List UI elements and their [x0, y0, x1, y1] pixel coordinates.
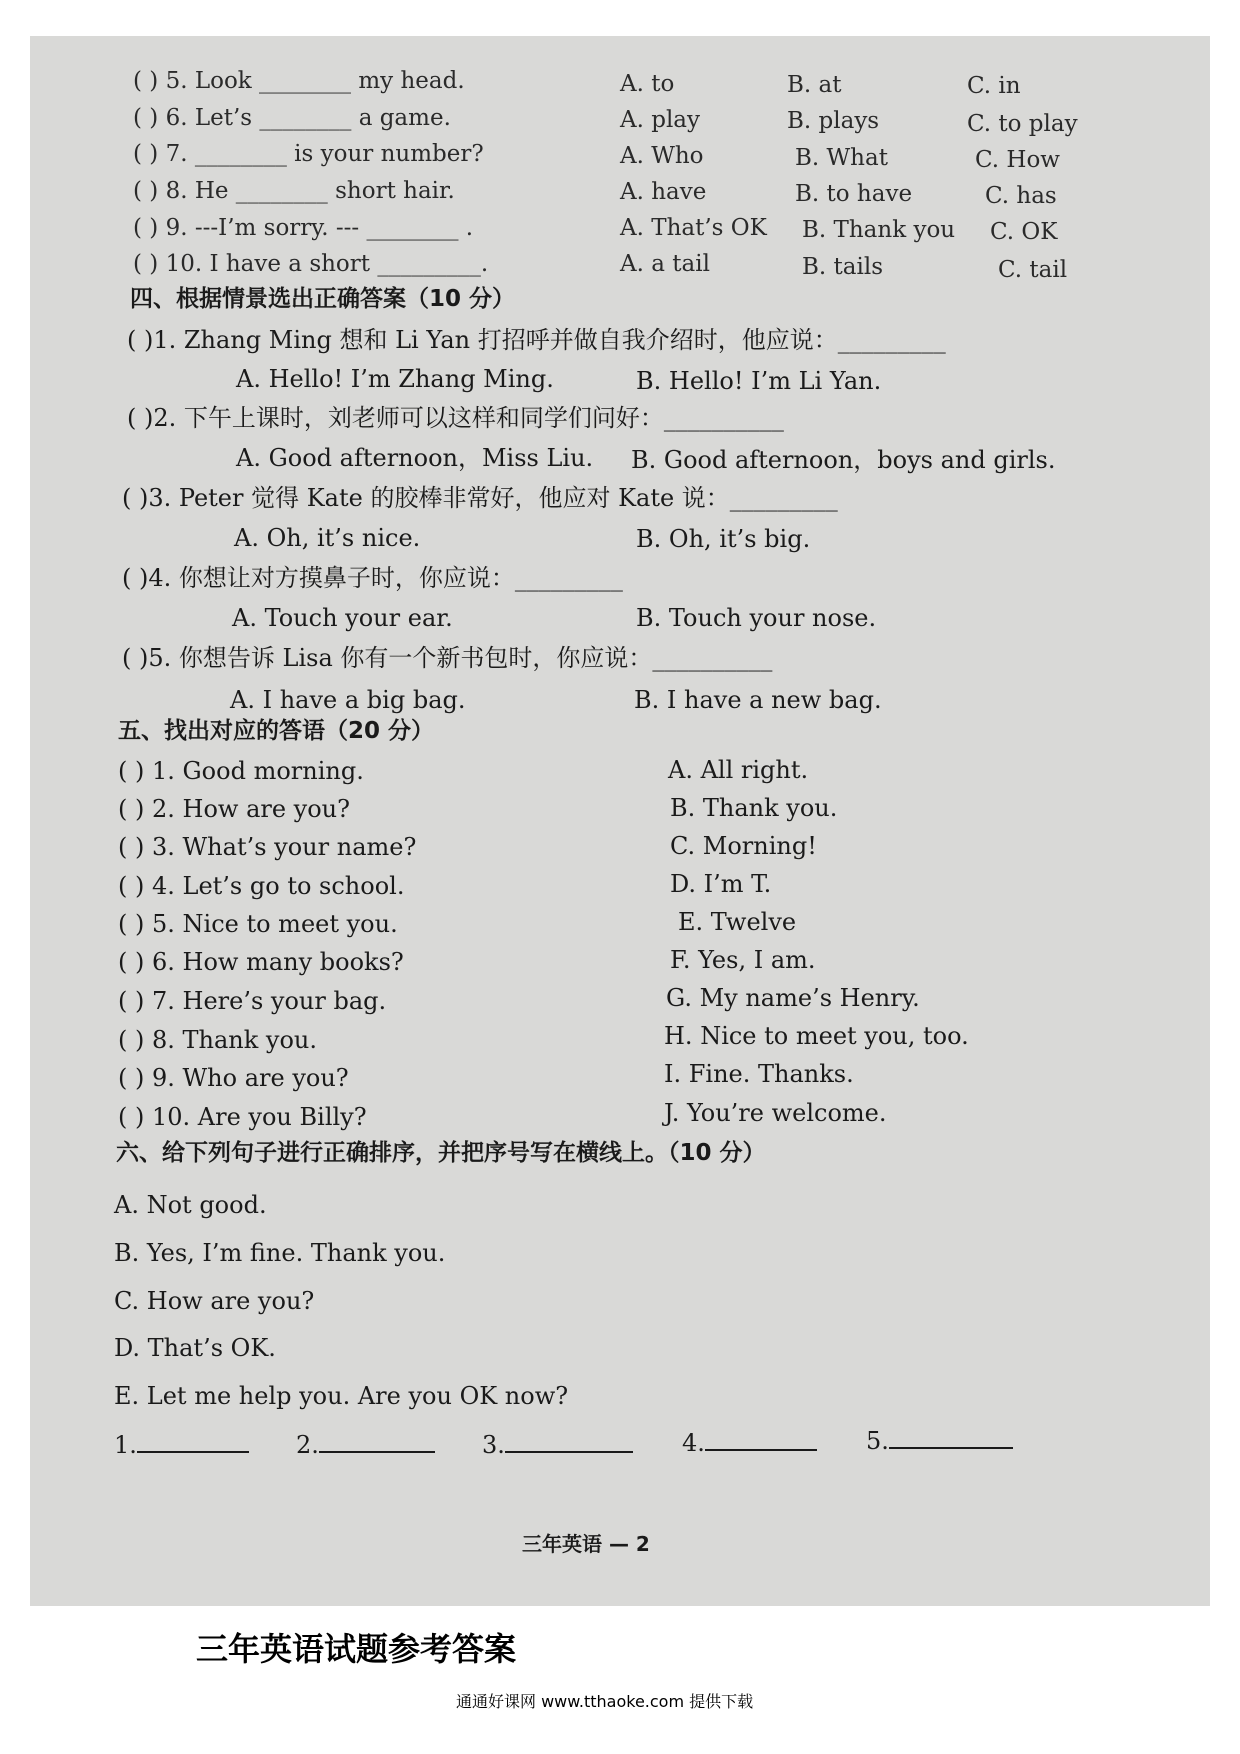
match-answer: D. I’m T. — [670, 870, 772, 898]
ordering-blank-4 — [682, 1429, 817, 1455]
mc-option-c: C. has — [985, 183, 1057, 209]
answer-line — [137, 1431, 249, 1453]
mc-option-a: A. a tail — [620, 251, 710, 277]
match-answer: F. Yes, I am. — [670, 946, 816, 974]
match-answer: I. Fine. Thanks. — [664, 1060, 854, 1088]
situation-option-a: A. Hello! I’m Zhang Ming. — [236, 365, 554, 393]
situation-question-2: ( )2. 下午上课时，刘老师可以这样和同学们问好：__________ — [127, 404, 784, 432]
match-question: ( ) 4. Let’s go to school. — [118, 872, 405, 900]
mc-option-b: B. tails — [802, 254, 883, 280]
match-question: ( ) 8. Thank you. — [118, 1026, 318, 1054]
ordering-sentence: C. How are you? — [114, 1287, 315, 1315]
ordering-blank-2 — [296, 1431, 435, 1457]
mc-option-c: C. to play — [967, 111, 1078, 137]
match-answer: H. Nice to meet you, too. — [664, 1022, 969, 1050]
section-4-title: 四、根据情景选出正确答案（10 分） — [130, 286, 516, 312]
situation-option-b: B. I have a new bag. — [634, 686, 882, 714]
situation-question-4: ( )4. 你想让对方摸鼻子时，你应说：_________ — [122, 564, 623, 592]
mc-option-a: A. have — [620, 179, 707, 205]
mc-option-a: A. That’s OK — [620, 215, 767, 241]
ordering-sentence: E. Let me help you. Are you OK now? — [114, 1382, 569, 1410]
match-question: ( ) 2. How are you? — [118, 795, 351, 823]
blank-number: 4. — [682, 1429, 705, 1457]
match-answer: A. All right. — [668, 756, 809, 784]
match-question: ( ) 5. Nice to meet you. — [118, 910, 398, 938]
blank-number: 1. — [114, 1431, 137, 1459]
mc-option-b: B. What — [795, 145, 888, 171]
page-footer: 三年英语 — 2 — [522, 1532, 650, 1556]
match-answer: G. My name’s Henry. — [666, 984, 920, 1012]
mc-option-c: C. tail — [998, 257, 1068, 283]
mc-option-b: B. Thank you — [802, 217, 956, 243]
match-answer: J. You’re welcome. — [664, 1099, 887, 1127]
blank-number: 5. — [866, 1427, 889, 1455]
answers-title: 三年英语试题参考答案 — [196, 1630, 517, 1668]
match-question: ( ) 6. How many books? — [118, 948, 404, 976]
mc-option-a: A. to — [620, 71, 675, 97]
ordering-blank-5 — [866, 1427, 1013, 1453]
situation-option-b: B. Good afternoon，boys and girls. — [631, 446, 1056, 474]
mc-question-6: ( ) 6. Let’s ________ a game. — [133, 105, 451, 131]
answer-line — [705, 1429, 817, 1451]
mc-option-b: B. plays — [787, 108, 880, 134]
mc-question-10: ( ) 10. I have a short _________. — [133, 251, 489, 277]
answer-line — [889, 1427, 1013, 1449]
ordering-blank-3 — [482, 1431, 633, 1457]
ordering-sentence: A. Not good. — [114, 1191, 267, 1219]
ordering-sentence: D. That’s OK. — [114, 1334, 276, 1362]
situation-question-3: ( )3. Peter 觉得 Kate 的胶棒非常好，他应对 Kate 说：_________ — [122, 484, 838, 512]
blank-number: 2. — [296, 1431, 319, 1459]
mc-option-a: A. Who — [620, 143, 704, 169]
match-question: ( ) 10. Are you Billy? — [118, 1103, 367, 1131]
ordering-sentence: B. Yes, I’m fine. Thank you. — [114, 1239, 446, 1267]
situation-option-a: A. Good afternoon，Miss Liu. — [236, 444, 594, 472]
match-question: ( ) 9. Who are you? — [118, 1064, 349, 1092]
mc-question-5: ( ) 5. Look ________ my head. — [133, 68, 465, 94]
situation-option-b: B. Touch your nose. — [636, 604, 877, 632]
mc-question-8: ( ) 8. He ________ short hair. — [133, 178, 455, 204]
situation-option-a: A. Touch your ear. — [232, 604, 453, 632]
mc-option-c: C. How — [975, 147, 1060, 173]
mc-option-b: B. to have — [795, 181, 913, 207]
match-answer: E. Twelve — [678, 908, 797, 936]
situation-option-a: A. Oh, it’s nice. — [234, 524, 421, 552]
answer-line — [505, 1431, 633, 1453]
match-question: ( ) 7. Here’s your bag. — [118, 987, 387, 1015]
situation-question-5: ( )5. 你想告诉 Lisa 你有一个新书包时，你应说：__________ — [122, 644, 773, 672]
mc-option-b: B. at — [787, 72, 842, 98]
mc-question-7: ( ) 7. ________ is your number? — [133, 141, 484, 167]
mc-option-a: A. play — [620, 107, 701, 133]
answer-line — [319, 1431, 435, 1453]
mc-option-c: C. in — [967, 73, 1021, 99]
section-6-title: 六、给下列句子进行正确排序，并把序号写在横线上。（10 分） — [116, 1140, 766, 1166]
mc-option-c: C. OK — [990, 219, 1058, 245]
blank-number: 3. — [482, 1431, 505, 1459]
mc-question-9: ( ) 9. ---I’m sorry. --- ________ . — [133, 215, 474, 241]
match-answer: B. Thank you. — [670, 794, 838, 822]
download-credit: 通通好课网 www.tthaoke.com 提供下载 — [456, 1692, 754, 1711]
section-5-title: 五、找出对应的答语（20 分） — [118, 718, 435, 744]
match-question: ( ) 1. Good morning. — [118, 757, 364, 785]
match-question: ( ) 3. What’s your name? — [118, 833, 417, 861]
ordering-blank-1 — [114, 1431, 249, 1457]
situation-option-b: B. Hello! I’m Li Yan. — [636, 367, 882, 395]
situation-option-b: B. Oh, it’s big. — [636, 525, 811, 553]
situation-question-1: ( )1. Zhang Ming 想和 Li Yan 打招呼并做自我介绍时，他应说：_________ — [127, 326, 946, 354]
situation-option-a: A. I have a big bag. — [230, 686, 466, 714]
match-answer: C. Morning! — [670, 832, 817, 860]
